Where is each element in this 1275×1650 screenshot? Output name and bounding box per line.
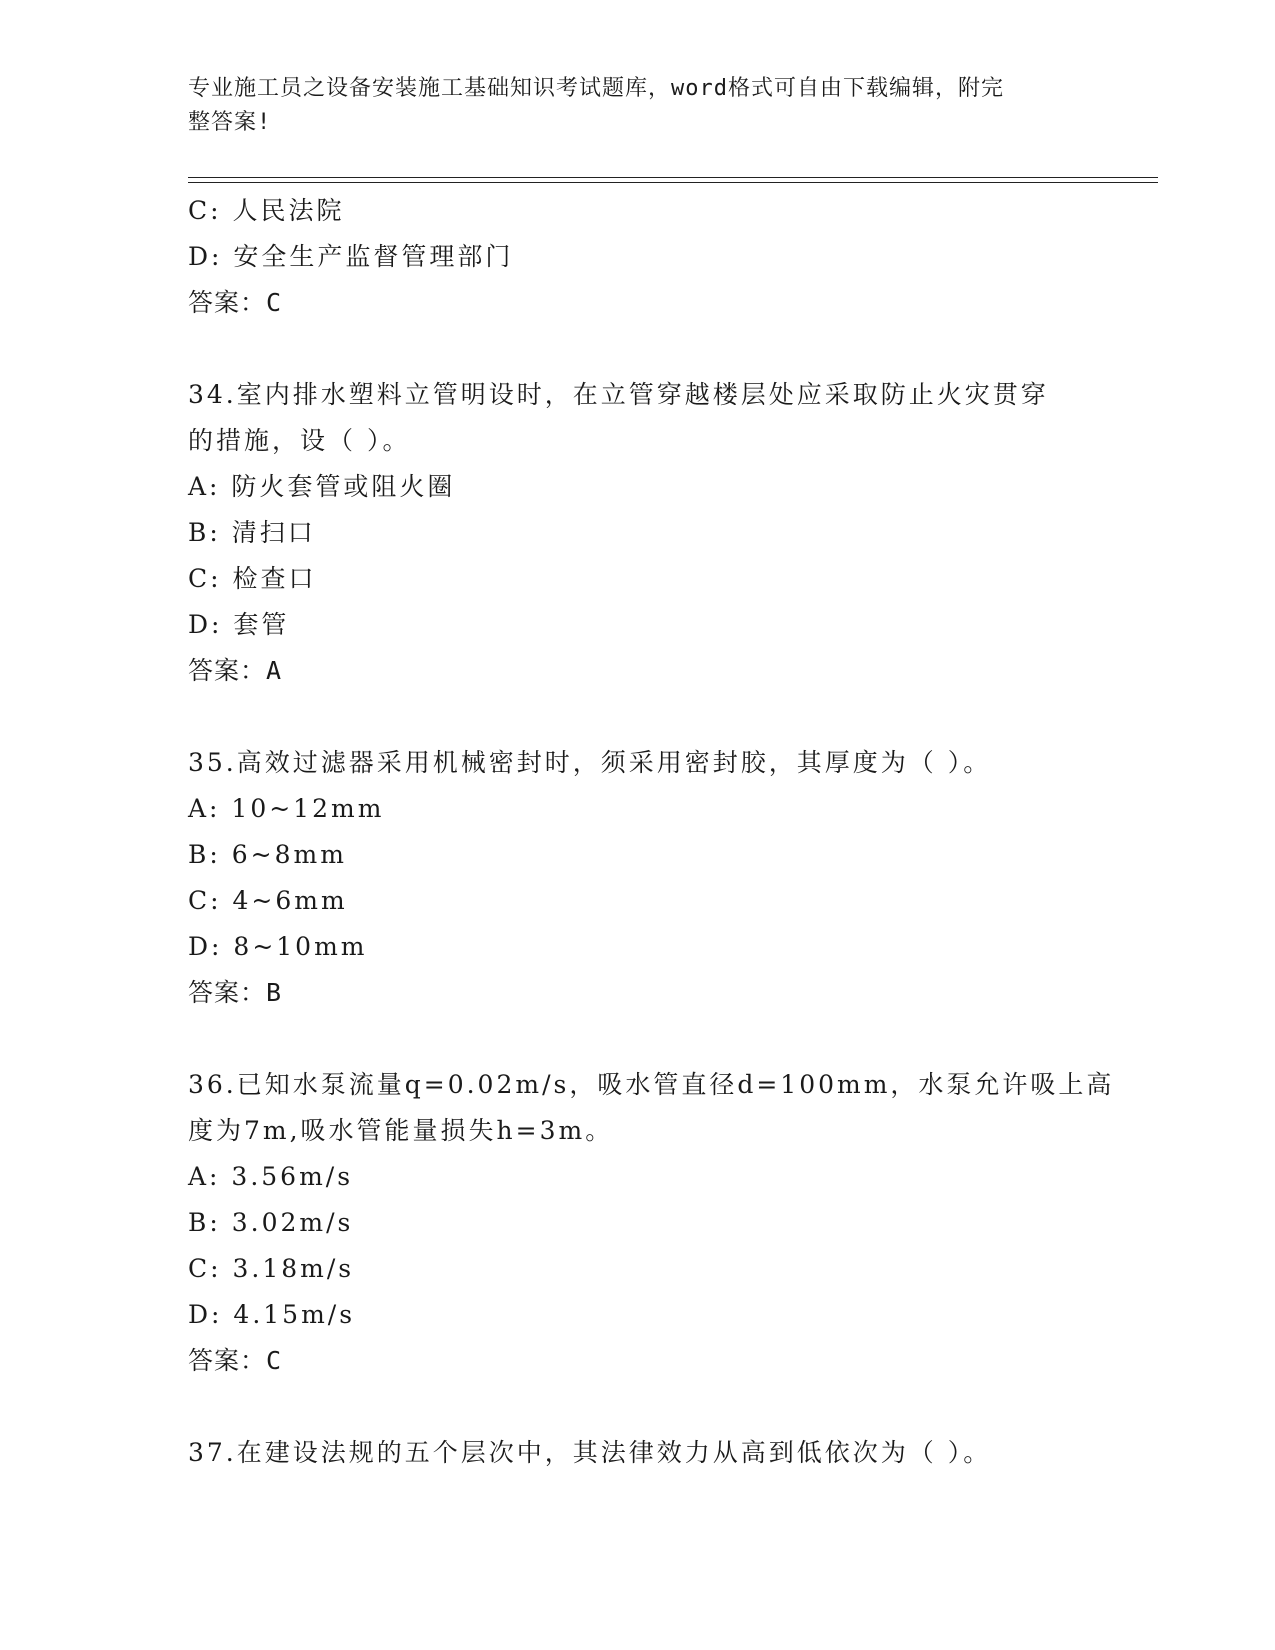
question-stem: 度为7m,吸水管能量损失h=3m。 <box>188 1116 614 1145</box>
option-b: B: 清扫口 <box>188 518 316 547</box>
answer-line: 答案：B <box>188 978 283 1007</box>
header-rule-top <box>188 177 1158 178</box>
option-c: C: 3.18m/s <box>188 1254 355 1283</box>
header-line-1: 专业施工员之设备安装施工基础知识考试题库，word格式可自由下载编辑，附完 <box>188 76 1004 101</box>
question-33-tail <box>188 188 1088 326</box>
question-stem: 36.已知水泵流量q=0.02m/s，吸水管直径d=100mm，水泵允许吸上高 <box>188 1070 1115 1099</box>
question-stem: 37.在建设法规的五个层次中，其法律效力从高到低依次为（ ）。 <box>188 1438 992 1467</box>
option-d: D: 套管 <box>188 610 290 639</box>
question-34 <box>188 372 1088 694</box>
answer-line: 答案：A <box>188 656 283 685</box>
document-header <box>188 72 1068 140</box>
header-line-2: 整答案! <box>188 110 272 135</box>
question-37 <box>188 1430 1088 1476</box>
option-d: D: 安全生产监督管理部门 <box>188 242 514 271</box>
option-c: C: 人民法院 <box>188 196 345 225</box>
question-stem: 34.室内排水塑料立管明设时，在立管穿越楼层处应采取防止火灾贯穿 <box>188 380 1049 409</box>
question-stem: 35.高效过滤器采用机械密封时，须采用密封胶，其厚度为（ ）。 <box>188 748 992 777</box>
option-c: C: 4~6mm <box>188 886 348 915</box>
answer-line: 答案：C <box>188 288 283 317</box>
question-36 <box>188 1062 1115 1384</box>
option-a: A: 3.56m/s <box>188 1162 354 1191</box>
option-d: D: 8~10mm <box>188 932 368 961</box>
option-a: A: 防火套管或阻火圈 <box>188 472 456 501</box>
question-35 <box>188 740 1088 1016</box>
option-b: B: 3.02m/s <box>188 1208 354 1237</box>
question-list <box>188 188 1115 1476</box>
question-stem: 的措施，设（ ）。 <box>188 426 411 455</box>
option-d: D: 4.15m/s <box>188 1300 356 1329</box>
option-c: C: 检查口 <box>188 564 317 593</box>
header-rule-bottom <box>188 182 1158 183</box>
answer-line: 答案：C <box>188 1346 283 1375</box>
option-a: A: 10~12mm <box>188 794 385 823</box>
option-b: B: 6~8mm <box>188 840 347 869</box>
